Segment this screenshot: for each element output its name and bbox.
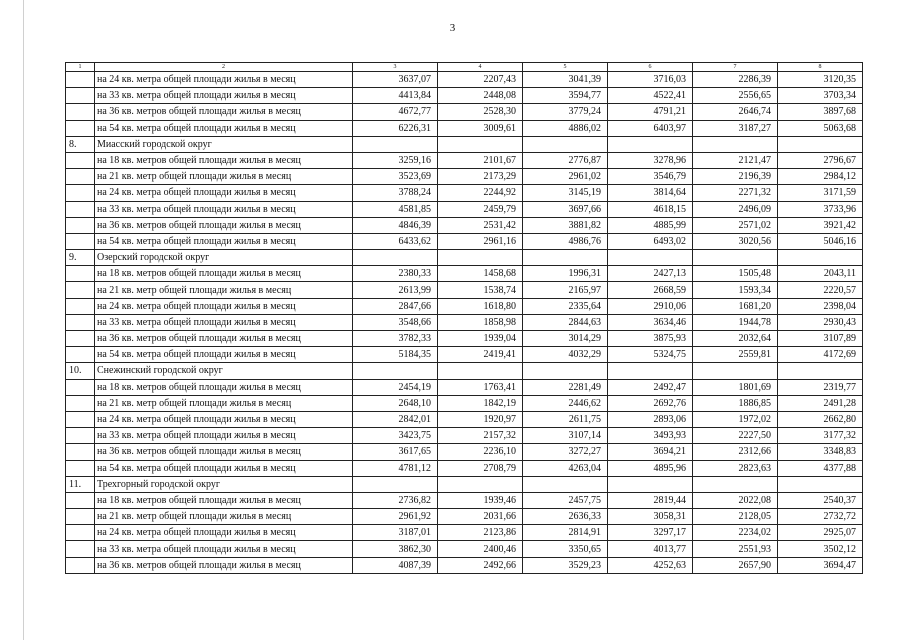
row-label: на 24 кв. метра общей площади жилья в месяц [95, 298, 353, 314]
empty-index-cell [66, 104, 95, 120]
value-cell: 2930,43 [778, 314, 863, 330]
row-label: на 18 кв. метров общей площади жилья в месяц [95, 266, 353, 282]
table-row [66, 152, 863, 168]
empty-index-cell [66, 492, 95, 508]
value-cell: 2244,92 [438, 185, 523, 201]
value-cell: 3716,03 [608, 72, 693, 88]
value-cell: 2776,87 [523, 152, 608, 168]
table-row [66, 444, 863, 460]
value-cell: 2646,74 [693, 104, 778, 120]
row-label: на 54 кв. метра общей площади жилья в месяц [95, 233, 353, 249]
section-header-row [66, 136, 863, 152]
value-cell: 3697,66 [523, 201, 608, 217]
row-label: на 24 кв. метра общей площади жилья в месяц [95, 185, 353, 201]
page-number: 3 [449, 22, 456, 34]
value-cell: 2398,04 [778, 298, 863, 314]
empty-cell [778, 250, 863, 266]
value-cell: 4377,88 [778, 460, 863, 476]
empty-cell [778, 363, 863, 379]
value-cell: 3637,07 [353, 72, 438, 88]
empty-cell [438, 476, 523, 492]
value-cell: 4885,99 [608, 217, 693, 233]
table-row [66, 525, 863, 541]
value-cell: 2446,62 [523, 395, 608, 411]
row-label: на 36 кв. метров общей площади жилья в месяц [95, 444, 353, 460]
value-cell: 2814,91 [523, 525, 608, 541]
value-cell: 2220,57 [778, 282, 863, 298]
row-label: на 33 кв. метра общей площади жилья в месяц [95, 88, 353, 104]
value-cell: 2121,47 [693, 152, 778, 168]
table-row [66, 282, 863, 298]
table-row [66, 460, 863, 476]
value-cell: 2819,44 [608, 492, 693, 508]
value-cell: 3782,33 [353, 331, 438, 347]
value-cell: 2559,81 [693, 347, 778, 363]
row-label: на 18 кв. метров общей площади жилья в месяц [95, 379, 353, 395]
empty-index-cell [66, 233, 95, 249]
value-cell: 4895,96 [608, 460, 693, 476]
value-cell: 1801,69 [693, 379, 778, 395]
value-cell: 1593,34 [693, 282, 778, 298]
section-title: Миасский городской округ [95, 136, 353, 152]
value-cell: 2031,66 [438, 509, 523, 525]
table-row [66, 395, 863, 411]
value-cell: 1858,98 [438, 314, 523, 330]
value-cell: 4263,04 [523, 460, 608, 476]
value-cell: 2043,11 [778, 266, 863, 282]
empty-cell [693, 476, 778, 492]
value-cell: 2910,06 [608, 298, 693, 314]
value-cell: 6493,02 [608, 233, 693, 249]
row-label: на 33 кв. метра общей площади жилья в месяц [95, 541, 353, 557]
value-cell: 3177,32 [778, 428, 863, 444]
value-cell: 3120,35 [778, 72, 863, 88]
value-cell: 3348,83 [778, 444, 863, 460]
value-cell: 2022,08 [693, 492, 778, 508]
value-cell: 2312,66 [693, 444, 778, 460]
value-cell: 2648,10 [353, 395, 438, 411]
table-row [66, 185, 863, 201]
value-cell: 2400,46 [438, 541, 523, 557]
value-cell: 3350,65 [523, 541, 608, 557]
value-cell: 2708,79 [438, 460, 523, 476]
value-cell: 3529,23 [523, 557, 608, 573]
table-row [66, 428, 863, 444]
value-cell: 4013,77 [608, 541, 693, 557]
value-cell: 4032,29 [523, 347, 608, 363]
empty-cell [523, 136, 608, 152]
value-cell: 2842,01 [353, 411, 438, 427]
value-cell: 3278,96 [608, 152, 693, 168]
value-cell: 1681,20 [693, 298, 778, 314]
value-cell: 3881,82 [523, 217, 608, 233]
value-cell: 1939,04 [438, 331, 523, 347]
value-cell: 3814,64 [608, 185, 693, 201]
value-cell: 4522,41 [608, 88, 693, 104]
row-label: на 33 кв. метра общей площади жилья в месяц [95, 314, 353, 330]
value-cell: 2335,64 [523, 298, 608, 314]
empty-index-cell [66, 557, 95, 573]
row-label: на 33 кв. метра общей площади жилья в месяц [95, 201, 353, 217]
value-cell: 2571,02 [693, 217, 778, 233]
empty-index-cell [66, 347, 95, 363]
row-label: на 54 кв. метра общей площади жилья в месяц [95, 460, 353, 476]
value-cell: 3694,21 [608, 444, 693, 460]
value-cell: 4618,15 [608, 201, 693, 217]
row-label: на 18 кв. метров общей площади жилья в месяц [95, 152, 353, 168]
value-cell: 2662,80 [778, 411, 863, 427]
value-cell: 3502,12 [778, 541, 863, 557]
empty-cell [608, 250, 693, 266]
value-cell: 2925,07 [778, 525, 863, 541]
empty-index-cell [66, 72, 95, 88]
value-cell: 2173,29 [438, 169, 523, 185]
row-label: на 54 кв. метра общей площади жилья в месяц [95, 347, 353, 363]
value-cell: 3014,29 [523, 331, 608, 347]
value-cell: 3145,19 [523, 185, 608, 201]
empty-index-cell [66, 120, 95, 136]
value-cell: 2492,66 [438, 557, 523, 573]
value-cell: 6403,97 [608, 120, 693, 136]
section-index: 10. [66, 363, 95, 379]
value-cell: 3107,14 [523, 428, 608, 444]
value-cell: 4413,84 [353, 88, 438, 104]
value-cell: 4846,39 [353, 217, 438, 233]
empty-index-cell [66, 428, 95, 444]
value-cell: 2611,75 [523, 411, 608, 427]
column-number: 5 [523, 63, 608, 72]
section-header-row [66, 363, 863, 379]
empty-index-cell [66, 525, 95, 541]
value-cell: 3297,17 [608, 525, 693, 541]
value-cell: 3862,30 [353, 541, 438, 557]
table-body [66, 63, 863, 574]
table-row [66, 331, 863, 347]
row-label: на 24 кв. метра общей площади жилья в месяц [95, 525, 353, 541]
value-cell: 2319,77 [778, 379, 863, 395]
value-cell: 1939,46 [438, 492, 523, 508]
value-cell: 2123,86 [438, 525, 523, 541]
value-cell: 3694,47 [778, 557, 863, 573]
value-cell: 2613,99 [353, 282, 438, 298]
value-cell: 1920,97 [438, 411, 523, 427]
table-row [66, 347, 863, 363]
value-cell: 1996,31 [523, 266, 608, 282]
empty-index-cell [66, 201, 95, 217]
table-row [66, 88, 863, 104]
section-index: 8. [66, 136, 95, 152]
empty-index-cell [66, 169, 95, 185]
value-cell: 3020,56 [693, 233, 778, 249]
value-cell: 2492,47 [608, 379, 693, 395]
empty-index-cell [66, 152, 95, 168]
value-cell: 3897,68 [778, 104, 863, 120]
value-cell: 2496,09 [693, 201, 778, 217]
value-cell: 4252,63 [608, 557, 693, 573]
row-label: на 21 кв. метр общей площади жилья в месяц [95, 282, 353, 298]
value-cell: 3107,89 [778, 331, 863, 347]
section-header-row [66, 476, 863, 492]
value-cell: 1886,85 [693, 395, 778, 411]
value-cell: 4672,77 [353, 104, 438, 120]
row-label: на 21 кв. метр общей площади жилья в месяц [95, 395, 353, 411]
table-row [66, 120, 863, 136]
value-cell: 2531,42 [438, 217, 523, 233]
empty-cell [693, 250, 778, 266]
value-cell: 2491,28 [778, 395, 863, 411]
value-cell: 2961,02 [523, 169, 608, 185]
value-cell: 2227,50 [693, 428, 778, 444]
empty-cell [438, 136, 523, 152]
row-label: на 36 кв. метров общей площади жилья в месяц [95, 331, 353, 347]
column-number: 4 [438, 63, 523, 72]
value-cell: 4886,02 [523, 120, 608, 136]
value-cell: 4172,69 [778, 347, 863, 363]
value-cell: 4581,85 [353, 201, 438, 217]
value-cell: 2457,75 [523, 492, 608, 508]
value-cell: 2847,66 [353, 298, 438, 314]
value-cell: 2419,41 [438, 347, 523, 363]
empty-cell [353, 363, 438, 379]
value-cell: 3779,24 [523, 104, 608, 120]
value-cell: 2459,79 [438, 201, 523, 217]
value-cell: 4087,39 [353, 557, 438, 573]
value-cell: 3423,75 [353, 428, 438, 444]
table-row [66, 298, 863, 314]
value-cell: 2157,32 [438, 428, 523, 444]
value-cell: 2234,02 [693, 525, 778, 541]
table-row [66, 379, 863, 395]
table-row [66, 314, 863, 330]
empty-cell [693, 363, 778, 379]
empty-cell [523, 476, 608, 492]
value-cell: 1618,80 [438, 298, 523, 314]
row-label: на 33 кв. метра общей площади жилья в месяц [95, 428, 353, 444]
value-cell: 3703,34 [778, 88, 863, 104]
value-cell: 3523,69 [353, 169, 438, 185]
value-cell: 2657,90 [693, 557, 778, 573]
empty-index-cell [66, 185, 95, 201]
value-cell: 3546,79 [608, 169, 693, 185]
value-cell: 2236,10 [438, 444, 523, 460]
column-number: 3 [353, 63, 438, 72]
table-row [66, 217, 863, 233]
empty-cell [438, 363, 523, 379]
value-cell: 2427,13 [608, 266, 693, 282]
empty-index-cell [66, 217, 95, 233]
value-cell: 2380,33 [353, 266, 438, 282]
table-row [66, 72, 863, 88]
empty-index-cell [66, 541, 95, 557]
empty-index-cell [66, 395, 95, 411]
value-cell: 3171,59 [778, 185, 863, 201]
tariff-table [65, 62, 863, 574]
value-cell: 3009,61 [438, 120, 523, 136]
column-number: 7 [693, 63, 778, 72]
value-cell: 1763,41 [438, 379, 523, 395]
value-cell: 1458,68 [438, 266, 523, 282]
value-cell: 2796,67 [778, 152, 863, 168]
empty-index-cell [66, 88, 95, 104]
value-cell: 2540,37 [778, 492, 863, 508]
empty-cell [608, 136, 693, 152]
row-label: на 18 кв. метров общей площади жилья в месяц [95, 492, 353, 508]
table-row [66, 104, 863, 120]
column-number-row [66, 63, 863, 72]
value-cell: 3041,39 [523, 72, 608, 88]
empty-index-cell [66, 411, 95, 427]
value-cell: 1842,19 [438, 395, 523, 411]
value-cell: 2844,63 [523, 314, 608, 330]
value-cell: 2736,82 [353, 492, 438, 508]
row-label: на 21 кв. метр общей площади жилья в месяц [95, 169, 353, 185]
value-cell: 6433,62 [353, 233, 438, 249]
value-cell: 1944,78 [693, 314, 778, 330]
value-cell: 5046,16 [778, 233, 863, 249]
column-number: 2 [95, 63, 353, 72]
empty-index-cell [66, 266, 95, 282]
value-cell: 2961,16 [438, 233, 523, 249]
value-cell: 5324,75 [608, 347, 693, 363]
section-title: Снежинский городской округ [95, 363, 353, 379]
value-cell: 3058,31 [608, 509, 693, 525]
value-cell: 1538,74 [438, 282, 523, 298]
value-cell: 2207,43 [438, 72, 523, 88]
value-cell: 4791,21 [608, 104, 693, 120]
value-cell: 3187,27 [693, 120, 778, 136]
empty-index-cell [66, 444, 95, 460]
table-row [66, 492, 863, 508]
table-row [66, 266, 863, 282]
value-cell: 2454,19 [353, 379, 438, 395]
value-cell: 3733,96 [778, 201, 863, 217]
value-cell: 2556,65 [693, 88, 778, 104]
value-cell: 1505,48 [693, 266, 778, 282]
value-cell: 3788,24 [353, 185, 438, 201]
value-cell: 2984,12 [778, 169, 863, 185]
value-cell: 3493,93 [608, 428, 693, 444]
empty-index-cell [66, 509, 95, 525]
value-cell: 2551,93 [693, 541, 778, 557]
empty-index-cell [66, 331, 95, 347]
value-cell: 3594,77 [523, 88, 608, 104]
empty-cell [778, 136, 863, 152]
value-cell: 2961,92 [353, 509, 438, 525]
empty-cell [523, 250, 608, 266]
value-cell: 5184,35 [353, 347, 438, 363]
table-row [66, 411, 863, 427]
column-number: 8 [778, 63, 863, 72]
value-cell: 3187,01 [353, 525, 438, 541]
value-cell: 1972,02 [693, 411, 778, 427]
empty-cell [693, 136, 778, 152]
table-row [66, 557, 863, 573]
empty-index-cell [66, 460, 95, 476]
value-cell: 2165,97 [523, 282, 608, 298]
value-cell: 3548,66 [353, 314, 438, 330]
row-label: на 54 кв. метра общей площади жилья в месяц [95, 120, 353, 136]
value-cell: 3921,42 [778, 217, 863, 233]
section-index: 9. [66, 250, 95, 266]
empty-cell [523, 363, 608, 379]
value-cell: 2692,76 [608, 395, 693, 411]
empty-cell [778, 476, 863, 492]
value-cell: 2448,08 [438, 88, 523, 104]
value-cell: 5063,68 [778, 120, 863, 136]
value-cell: 2528,30 [438, 104, 523, 120]
empty-cell [438, 250, 523, 266]
value-cell: 2196,39 [693, 169, 778, 185]
row-label: на 36 кв. метров общей площади жилья в месяц [95, 217, 353, 233]
value-cell: 3272,27 [523, 444, 608, 460]
value-cell: 2893,06 [608, 411, 693, 427]
value-cell: 3875,93 [608, 331, 693, 347]
empty-cell [608, 476, 693, 492]
value-cell: 2032,64 [693, 331, 778, 347]
value-cell: 2128,05 [693, 509, 778, 525]
value-cell: 4781,12 [353, 460, 438, 476]
table-row [66, 233, 863, 249]
value-cell: 3634,46 [608, 314, 693, 330]
empty-index-cell [66, 379, 95, 395]
value-cell: 2101,67 [438, 152, 523, 168]
section-title: Озерский городской округ [95, 250, 353, 266]
section-header-row [66, 250, 863, 266]
empty-index-cell [66, 282, 95, 298]
value-cell: 2823,63 [693, 460, 778, 476]
row-label: на 24 кв. метра общей площади жилья в месяц [95, 411, 353, 427]
section-title: Трехгорный городской округ [95, 476, 353, 492]
empty-index-cell [66, 314, 95, 330]
table-row [66, 541, 863, 557]
row-label: на 24 кв. метра общей площади жилья в месяц [95, 72, 353, 88]
value-cell: 4986,76 [523, 233, 608, 249]
row-label: на 21 кв. метр общей площади жилья в месяц [95, 509, 353, 525]
empty-cell [353, 136, 438, 152]
value-cell: 2281,49 [523, 379, 608, 395]
value-cell: 3259,16 [353, 152, 438, 168]
column-number: 1 [66, 63, 95, 72]
value-cell: 6226,31 [353, 120, 438, 136]
empty-cell [353, 476, 438, 492]
column-number: 6 [608, 63, 693, 72]
value-cell: 2732,72 [778, 509, 863, 525]
empty-cell [608, 363, 693, 379]
value-cell: 3617,65 [353, 444, 438, 460]
row-label: на 36 кв. метров общей площади жилья в месяц [95, 557, 353, 573]
table-row [66, 201, 863, 217]
section-index: 11. [66, 476, 95, 492]
value-cell: 2286,39 [693, 72, 778, 88]
value-cell: 2668,59 [608, 282, 693, 298]
row-label: на 36 кв. метров общей площади жилья в месяц [95, 104, 353, 120]
value-cell: 2636,33 [523, 509, 608, 525]
table-row [66, 509, 863, 525]
empty-index-cell [66, 298, 95, 314]
empty-cell [353, 250, 438, 266]
value-cell: 2271,32 [693, 185, 778, 201]
table-row [66, 169, 863, 185]
left-margin-rule [23, 0, 24, 640]
